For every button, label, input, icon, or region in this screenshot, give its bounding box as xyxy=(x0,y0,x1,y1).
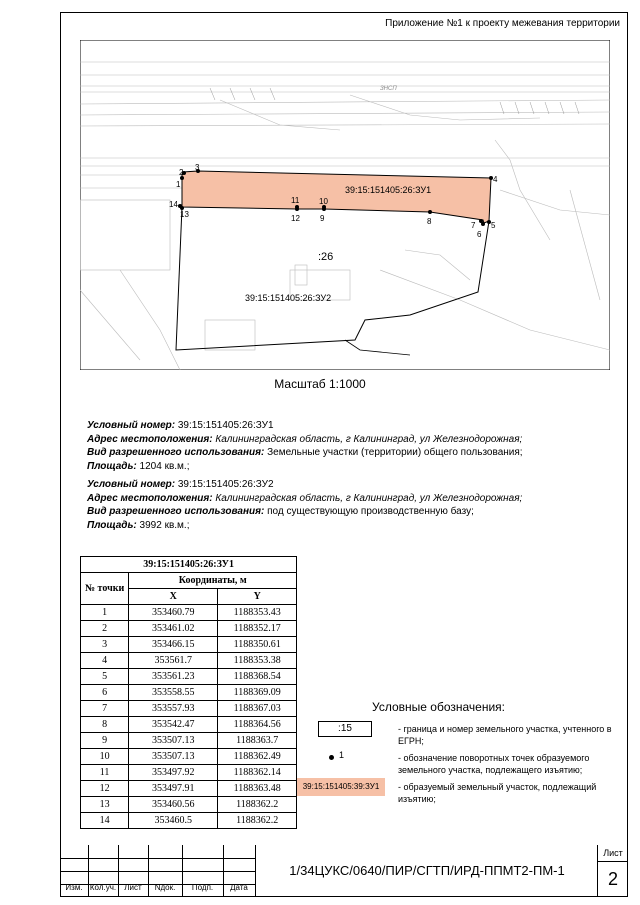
cell-y: 1188350.61 xyxy=(218,637,297,653)
stamp-label-data: Дата xyxy=(230,883,248,892)
cell-x: 353561.23 xyxy=(129,669,218,685)
cell-y: 1188352.17 xyxy=(218,621,297,637)
cell-point: 3 xyxy=(81,637,129,653)
point-label-8: 8 xyxy=(427,217,432,226)
cell-x: 353460.5 xyxy=(129,813,218,829)
addr-label: Адрес местоположения: xyxy=(87,492,213,504)
cell-y: 1188362.49 xyxy=(218,749,297,765)
sheet-number: 2 xyxy=(597,861,628,897)
table-row xyxy=(81,621,297,637)
cell-point: 9 xyxy=(81,733,129,749)
title-block xyxy=(60,845,628,897)
point-label-2: 2 xyxy=(179,168,184,177)
use-value: Земельные участки (территории) общего пользования; xyxy=(267,447,523,458)
point-label-7: 7 xyxy=(471,221,476,230)
cell-x: 353497.92 xyxy=(129,765,218,781)
cell-x: 353497.91 xyxy=(129,781,218,797)
legend-fill-symbol: 39:15:151405:39:ЗУ1 xyxy=(297,778,385,796)
legend-dot-symbol xyxy=(329,755,334,760)
legend-fill-desc: - образуемый земельный участок, подлежащий изъятию; xyxy=(398,782,597,804)
col-point: № точки xyxy=(81,573,129,605)
col-coords: Координаты, м xyxy=(129,573,297,589)
point-label-4: 4 xyxy=(493,175,498,184)
cell-x: 353466.15 xyxy=(129,637,218,653)
point-label-12: 12 xyxy=(291,214,300,223)
use-value: под существующую производственную базу; xyxy=(267,506,474,517)
table-row xyxy=(81,605,297,621)
col-y: Y xyxy=(218,589,297,605)
cell-x: 353561.7 xyxy=(129,653,218,669)
point-label-10: 10 xyxy=(319,197,328,206)
col-x: X xyxy=(129,589,218,605)
document-number: 1/34ЦУКС/0640/ПИР/СГТП/ИРД-ППМТ2-ПМ-1 xyxy=(289,863,565,878)
cell-y: 1188362.14 xyxy=(218,765,297,781)
cell-x: 353460.79 xyxy=(129,605,218,621)
legend-box-desc: - граница и номер земельного участка, учтенного в ЕГРН; xyxy=(398,724,612,746)
area-label: Площадь: xyxy=(87,460,137,472)
cell-point: 2 xyxy=(81,621,129,637)
use-label: Вид разрешенного использования: xyxy=(87,447,265,458)
cell-point: 4 xyxy=(81,653,129,669)
area-value: 1204 кв.м.; xyxy=(139,460,190,472)
cell-y: 1188353.43 xyxy=(218,605,297,621)
cell-y: 1188363.7 xyxy=(218,733,297,749)
parcel-zu1-label: 39:15:151405:26:ЗУ1 xyxy=(345,185,432,195)
cell-y: 1188369.09 xyxy=(218,685,297,701)
table-row xyxy=(81,781,297,797)
cell-y: 1188368.54 xyxy=(218,669,297,685)
table-row xyxy=(81,813,297,829)
table-row xyxy=(81,701,297,717)
legend-box-symbol: :15 xyxy=(318,721,372,737)
cell-y: 1188363.48 xyxy=(218,781,297,797)
cell-point: 1 xyxy=(81,605,129,621)
cond-value: 39:15:151405:26:ЗУ2 xyxy=(177,479,274,490)
appendix-title: Приложение №1 к проекту межевания территории xyxy=(385,18,620,29)
cell-point: 8 xyxy=(81,717,129,733)
cell-point: 13 xyxy=(81,797,129,813)
stamp-label-list: Лист xyxy=(124,883,142,892)
cell-y: 1188364.56 xyxy=(218,717,297,733)
cell-y: 1188367.03 xyxy=(218,701,297,717)
parcel-info-zu1 xyxy=(87,419,523,473)
table-row xyxy=(81,797,297,813)
table-row xyxy=(81,669,297,685)
cell-x: 353460.56 xyxy=(129,797,218,813)
point-label-3: 3 xyxy=(195,163,200,172)
point-label-9: 9 xyxy=(320,214,325,223)
cell-point: 10 xyxy=(81,749,129,765)
cell-y: 1188362.2 xyxy=(218,797,297,813)
addr-value: Калининградская область, г Калининград, ул Железнодорожная; xyxy=(215,433,523,445)
table-title: 39:15:151405:26:ЗУ1 xyxy=(81,557,297,573)
stamp-label-ndok: Nдок. xyxy=(154,883,176,892)
cell-x: 353507.13 xyxy=(129,733,218,749)
cell-point: 12 xyxy=(81,781,129,797)
addr-label: Адрес местоположения: xyxy=(87,433,213,445)
cell-point: 6 xyxy=(81,685,129,701)
road-label: ЗНСП xyxy=(380,86,397,92)
addr-value: Калининградская область, г Калининград, ул Железнодорожная; xyxy=(215,492,523,504)
cell-x: 353542.47 xyxy=(129,717,218,733)
cond-label: Условный номер: xyxy=(87,420,176,431)
parcel-info-zu2 xyxy=(87,478,522,532)
cadastral-map xyxy=(80,40,610,370)
coordinates-table xyxy=(80,556,297,829)
parcel-zu2-label: 39:15:151405:26:ЗУ2 xyxy=(245,293,332,303)
stamp-label-podp: Подп. xyxy=(191,883,214,892)
cell-point: 7 xyxy=(81,701,129,717)
point-label-13: 13 xyxy=(180,210,189,219)
table-row xyxy=(81,749,297,765)
table-row xyxy=(81,653,297,669)
cell-x: 353558.55 xyxy=(129,685,218,701)
sheet-label: Лист xyxy=(597,845,628,862)
cond-label: Условный номер: xyxy=(87,479,176,490)
cell-x: 353557.93 xyxy=(129,701,218,717)
cell-x: 353461.02 xyxy=(129,621,218,637)
table-row xyxy=(81,637,297,653)
point-label-11: 11 xyxy=(291,196,300,205)
cond-value: 39:15:151405:26:ЗУ1 xyxy=(177,420,274,431)
legend-dot-label: 1 xyxy=(339,750,345,760)
cell-x: 353507.13 xyxy=(129,749,218,765)
point-label-6: 6 xyxy=(477,230,482,239)
legend-title: Условные обозначения: xyxy=(372,700,505,714)
use-label: Вид разрешенного использования: xyxy=(87,506,265,517)
cell-point: 5 xyxy=(81,669,129,685)
point-label-1: 1 xyxy=(176,180,181,189)
map-scale: Масштаб 1:1000 xyxy=(274,377,366,391)
point-label-14: 14 xyxy=(169,200,178,209)
cell-y: 1188362.2 xyxy=(218,813,297,829)
table-row xyxy=(81,685,297,701)
area-label: Площадь: xyxy=(87,519,137,531)
point-label-5: 5 xyxy=(491,221,496,230)
existing-parcel-label: :26 xyxy=(318,251,334,263)
stamp-label-izm: Изм. xyxy=(65,883,83,892)
table-row xyxy=(81,733,297,749)
cell-y: 1188353.38 xyxy=(218,653,297,669)
table-row xyxy=(81,765,297,781)
table-row xyxy=(81,717,297,733)
legend-dot-desc: - обозначение поворотных точек образуемого земельного участка, подлежащего изъятию; xyxy=(398,753,590,775)
area-value: 3992 кв.м.; xyxy=(139,519,190,531)
stamp-label-kol: Кол.уч. xyxy=(89,883,117,892)
cell-point: 11 xyxy=(81,765,129,781)
cell-point: 14 xyxy=(81,813,129,829)
